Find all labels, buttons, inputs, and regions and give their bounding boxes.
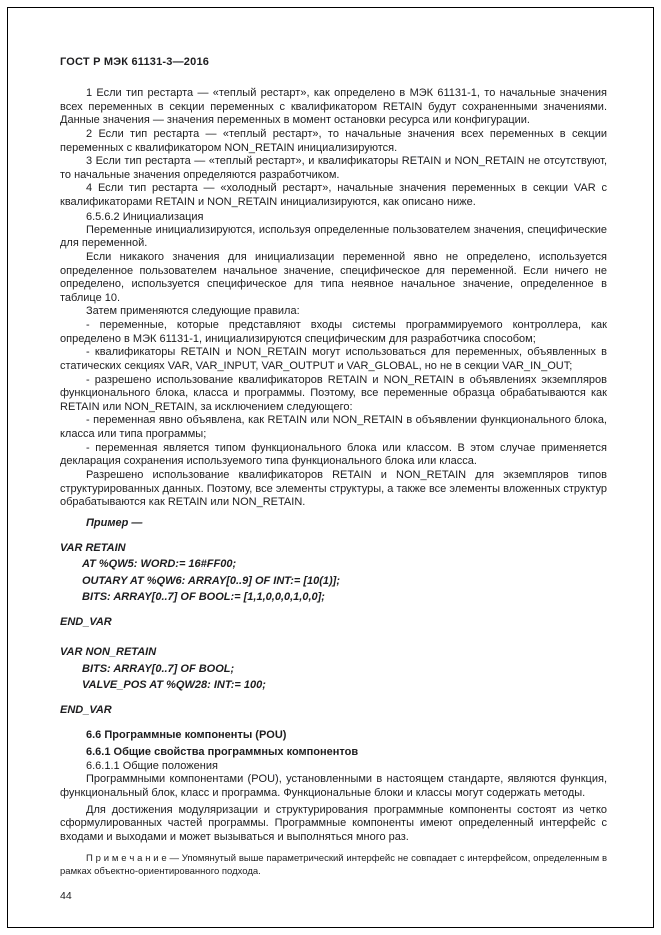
paragraph-init-1: Переменные инициализируются, используя определенные пользователем значения, специфические для переменной. xyxy=(60,223,607,250)
list-item-rule-3: - разрешено использование квалификаторов RETAIN и NON_RETAIN в объявлениях экземпляров функционального блока, класса и программы. Поэтому, все переменные образца обрабатываются как RETAIN или NON_RETAIN, за исключением следующего: xyxy=(60,373,607,413)
paragraph-restart-note-4: 4 Если тип рестарта — «холодный рестарт», начальные значения переменных в секции VAR с квалификаторами RETAIN и NON_RETAIN инициализируются, как описано ниже. xyxy=(60,182,607,208)
code-example-var-retain xyxy=(60,540,607,631)
list-item-rule-2: - квалификаторы RETAIN и NON_RETAIN могут использоваться для переменных, объявленных в статических секциях VAR, VAR_INPUT, VAR_OUTPUT и VAR_GLOBAL, но не в секции VAR_IN_OUT; xyxy=(60,346,607,372)
paragraph-restart-note-1: 1 Если тип рестарта — «теплый рестарт», как определено в МЭК 61131-1, то начальные значения всех переменных в секции переменных с квалификатором RETAIN будут сохраненными значениями. Данные значения — значения переменных в момент остановки ресурса или конфигурации. xyxy=(60,87,607,127)
page-header: ГОСТ Р МЭК 61131-3—2016 xyxy=(60,56,210,68)
section-heading-6-6: 6.6 Программные компоненты (POU) xyxy=(86,729,287,742)
code-line: VAR NON_RETAIN xyxy=(60,646,157,659)
section-heading-6-5-6-2: 6.5.6.2 Инициализация xyxy=(86,210,204,223)
paragraph-pou-2: Для достижения модуляризации и структурирования программные компоненты состоят из четко сформулированных частей программы. Программные компоненты имеют определенный интерфейс с входами и выходами и может вызываться и выполняться много раз. xyxy=(60,803,607,843)
code-line: BITS: ARRAY[0..7] OF BOOL; xyxy=(82,662,235,675)
code-line: AT %QW5: WORD:= 16#FF00; xyxy=(82,558,237,571)
paragraph-restart-note-2: 2 Если тип рестарта — «теплый рестарт», то начальные значения всех переменных в секции переменных с квалификатором NON_RETAIN инициализируются. xyxy=(60,127,607,154)
example-label xyxy=(60,517,607,529)
document-page-frame xyxy=(7,7,654,928)
paragraph-init-2: Если никакого значения для инициализации переменной явно не определено, используется определенное пользователем начальное значение, специфическое для переменной. Если ничего не определено, используется специфическое для типа неявное начальное значение, определенное в таблице 10. xyxy=(60,250,607,304)
note-paragraph: П р и м е ч а н и е — Упомянутый выше параметрический интерфейс не совпадает с интерфейсом, определенным в рамках объектно-ориентированного подхода. xyxy=(60,853,607,877)
code-line: END_VAR xyxy=(60,703,112,716)
code-line: VALVE_POS AT %QW28: INT:= 100; xyxy=(82,679,266,692)
code-example-var-non-retain xyxy=(60,644,607,718)
list-item-rule-1: - переменные, которые представляют входы системы программируемого контроллера, как определено в МЭК 61131-1, инициализируются специфическим для разработчика способом; xyxy=(60,319,607,345)
paragraph-restart-note-3: 3 Если тип рестарта — «теплый рестарт», и квалификаторы RETAIN и NON_RETAIN не отсутствуют, то начальные значения определяются разработчиком. xyxy=(60,155,607,181)
code-line: END_VAR xyxy=(60,615,112,628)
list-item-subrule-1: - переменная явно объявлена, как RETAIN или NON_RETAIN в объявлении функционального блока, класса или типа программы; xyxy=(60,414,607,440)
section-heading-6-6-1-1: 6.6.1.1 Общие положения xyxy=(86,760,218,773)
section-heading-6-6-1: 6.6.1 Общие свойства программных компонентов xyxy=(86,746,359,759)
paragraph-rules-intro: Затем применяются следующие правила: xyxy=(86,305,300,318)
page-number: 44 xyxy=(60,889,72,902)
code-line: BITS: ARRAY[0..7] OF BOOL:= [1,1,0,0,0,1,0,0]; xyxy=(82,591,325,604)
code-line: OUTARY AT %QW6: ARRAY[0..9] OF INT:= [10(1)]; xyxy=(82,574,341,587)
paragraph-structures: Разрешено использование квалификаторов RETAIN и NON_RETAIN для экземпляров типов структурированных данных. Поэтому, все элементы структуры, а также все элементы вложенных структур обрабатываются как RETAIN или NON_RETAIN. xyxy=(60,468,607,509)
code-line: VAR RETAIN xyxy=(60,541,126,554)
example-label-text: Пример — xyxy=(86,516,143,529)
list-item-subrule-2: - переменная является типом функционального блока или классом. В этом случае применяется декларация сохранения используемого типа функционального блока или класса. xyxy=(60,441,607,468)
paragraph-pou-1: Программными компонентами (POU), установленными в настоящем стандарте, являются функция, функциональный блок, класс и программа. Функциональные блоки и классы могут содержать методы. xyxy=(60,773,607,799)
